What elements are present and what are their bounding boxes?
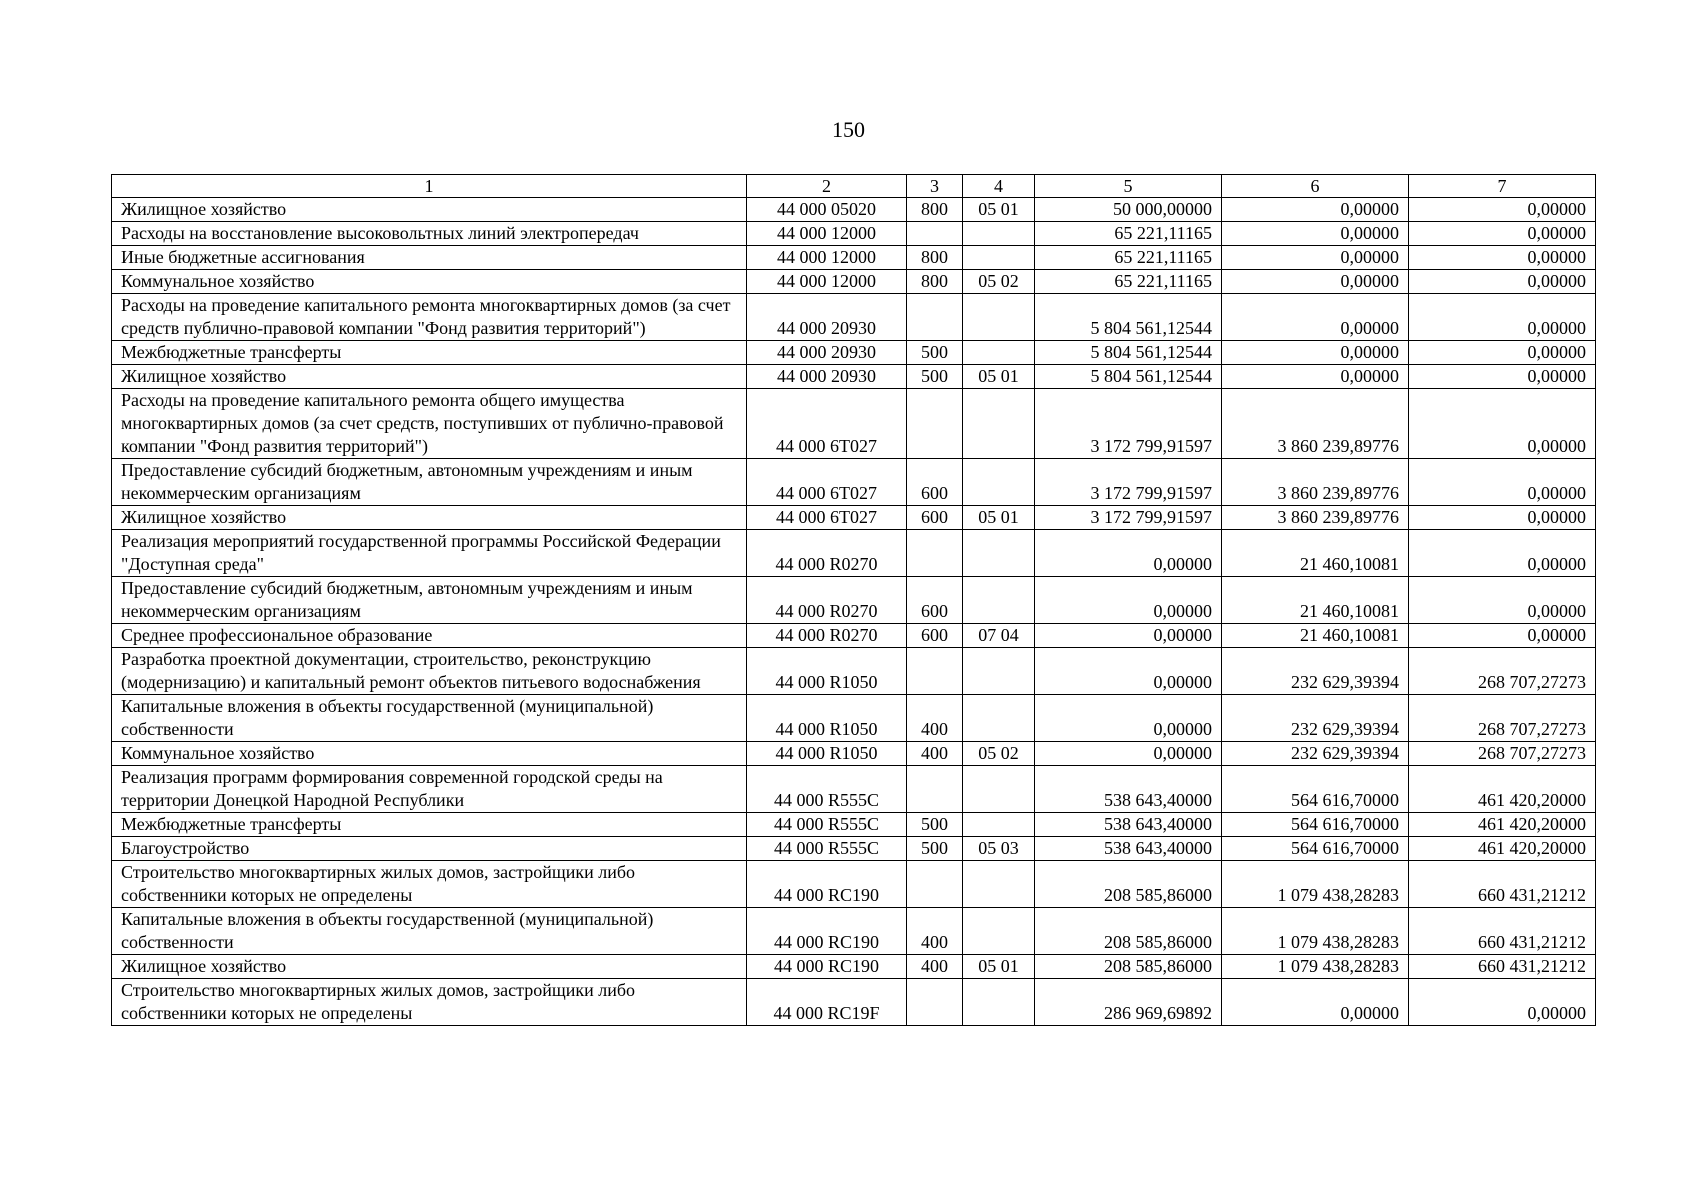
row-value-col5: 0,00000 [1035,695,1222,742]
row-section-cell: 05 02 [963,742,1035,766]
row-name-cell: Жилищное хозяйство [112,365,747,389]
row-value-col6: 1 079 438,28283 [1222,861,1409,908]
row-value-col7: 0,00000 [1409,294,1596,341]
row-value-col6: 232 629,39394 [1222,742,1409,766]
row-value-col6: 21 460,10081 [1222,530,1409,577]
table-row [112,955,1596,979]
row-value-col5: 208 585,86000 [1035,861,1222,908]
row-name-cell: Межбюджетные трансферты [112,341,747,365]
row-value-col7: 0,00000 [1409,198,1596,222]
row-type-cell [907,979,963,1026]
row-code-cell: 44 000 05020 [747,198,907,222]
row-value-col5: 3 172 799,91597 [1035,459,1222,506]
row-type-cell: 600 [907,506,963,530]
row-code-cell: 44 000 R0270 [747,577,907,624]
table-row [112,365,1596,389]
row-section-cell [963,246,1035,270]
row-value-col6: 3 860 239,89776 [1222,459,1409,506]
header-col-5: 5 [1035,175,1222,198]
row-value-col7: 0,00000 [1409,365,1596,389]
table-row [112,577,1596,624]
budget-table [111,174,1596,1026]
row-name-cell: Предоставление субсидий бюджетным, автономным учреждениям и иным некоммерческим организациям [112,577,747,624]
header-col-4: 4 [963,175,1035,198]
row-value-col5: 208 585,86000 [1035,955,1222,979]
row-value-col6: 564 616,70000 [1222,766,1409,813]
row-section-cell [963,979,1035,1026]
row-value-col7: 0,00000 [1409,979,1596,1026]
row-code-cell: 44 000 12000 [747,270,907,294]
row-value-col6: 0,00000 [1222,365,1409,389]
row-value-col5: 65 221,11165 [1035,270,1222,294]
table-row [112,341,1596,365]
row-value-col6: 564 616,70000 [1222,813,1409,837]
row-value-col7: 461 420,20000 [1409,766,1596,813]
row-value-col6: 0,00000 [1222,246,1409,270]
row-value-col5: 5 804 561,12544 [1035,294,1222,341]
row-value-col6: 21 460,10081 [1222,624,1409,648]
row-section-cell: 05 03 [963,837,1035,861]
row-value-col7: 268 707,27273 [1409,695,1596,742]
table-header [112,175,1596,198]
row-name-cell: Коммунальное хозяйство [112,270,747,294]
row-section-cell [963,766,1035,813]
row-value-col5: 0,00000 [1035,648,1222,695]
row-name-cell: Строительство многоквартирных жилых домов, застройщики либо собственники которых не определены [112,861,747,908]
row-type-cell: 600 [907,577,963,624]
row-name-cell: Расходы на проведение капитального ремонта общего имущества многоквартирных домов (за счет средств, поступивших от публично-правовой компании "Фонд развития территорий") [112,389,747,459]
row-value-col5: 286 969,69892 [1035,979,1222,1026]
table-row [112,813,1596,837]
table-row [112,246,1596,270]
row-value-col7: 0,00000 [1409,246,1596,270]
table-row [112,198,1596,222]
row-section-cell: 05 01 [963,506,1035,530]
row-section-cell [963,861,1035,908]
row-type-cell: 500 [907,813,963,837]
row-value-col7: 0,00000 [1409,222,1596,246]
row-value-col7: 0,00000 [1409,270,1596,294]
table-row [112,624,1596,648]
row-name-cell: Жилищное хозяйство [112,506,747,530]
row-code-cell: 44 000 R555C [747,837,907,861]
row-value-col5: 538 643,40000 [1035,766,1222,813]
row-name-cell: Капитальные вложения в объекты государственной (муниципальной) собственности [112,908,747,955]
row-code-cell: 44 000 20930 [747,341,907,365]
row-name-cell: Благоустройство [112,837,747,861]
row-section-cell [963,389,1035,459]
row-value-col7: 0,00000 [1409,530,1596,577]
row-value-col6: 0,00000 [1222,979,1409,1026]
row-code-cell: 44 000 20930 [747,365,907,389]
row-type-cell: 400 [907,955,963,979]
row-value-col7: 660 431,21212 [1409,908,1596,955]
table-row [112,506,1596,530]
row-value-col7: 0,00000 [1409,341,1596,365]
row-code-cell: 44 000 RC190 [747,908,907,955]
row-type-cell: 500 [907,837,963,861]
row-type-cell [907,861,963,908]
row-name-cell: Жилищное хозяйство [112,198,747,222]
row-type-cell: 800 [907,246,963,270]
row-section-cell: 05 02 [963,270,1035,294]
row-value-col5: 5 804 561,12544 [1035,341,1222,365]
row-value-col7: 461 420,20000 [1409,813,1596,837]
row-value-col5: 5 804 561,12544 [1035,365,1222,389]
row-section-cell [963,222,1035,246]
row-value-col7: 461 420,20000 [1409,837,1596,861]
row-section-cell [963,908,1035,955]
row-value-col5: 208 585,86000 [1035,908,1222,955]
row-value-col6: 564 616,70000 [1222,837,1409,861]
row-type-cell: 400 [907,695,963,742]
row-type-cell [907,222,963,246]
header-col-7: 7 [1409,175,1596,198]
row-value-col7: 0,00000 [1409,624,1596,648]
row-type-cell: 800 [907,270,963,294]
row-code-cell: 44 000 RC190 [747,955,907,979]
row-value-col5: 65 221,11165 [1035,222,1222,246]
row-section-cell [963,648,1035,695]
row-value-col6: 3 860 239,89776 [1222,506,1409,530]
row-code-cell: 44 000 R0270 [747,530,907,577]
row-name-cell: Среднее профессиональное образование [112,624,747,648]
row-code-cell: 44 000 6Т027 [747,389,907,459]
row-section-cell: 05 01 [963,955,1035,979]
row-name-cell: Расходы на проведение капитального ремонта многоквартирных домов (за счет средств публично-правовой компании "Фонд развития территорий") [112,294,747,341]
row-code-cell: 44 000 R1050 [747,648,907,695]
row-value-col6: 232 629,39394 [1222,695,1409,742]
table-row [112,861,1596,908]
row-name-cell: Разработка проектной документации, строительство, реконструкцию (модернизацию) и капитальный ремонт объектов питьевого водоснабжения [112,648,747,695]
row-value-col6: 1 079 438,28283 [1222,908,1409,955]
row-value-col5: 538 643,40000 [1035,837,1222,861]
row-section-cell: 05 01 [963,365,1035,389]
row-name-cell: Межбюджетные трансферты [112,813,747,837]
row-value-col6: 232 629,39394 [1222,648,1409,695]
row-value-col7: 0,00000 [1409,577,1596,624]
row-type-cell [907,648,963,695]
row-name-cell: Предоставление субсидий бюджетным, автономным учреждениям и иным некоммерческим организациям [112,459,747,506]
row-value-col5: 0,00000 [1035,624,1222,648]
row-code-cell: 44 000 R1050 [747,695,907,742]
page-number: 150 [832,117,865,142]
row-value-col5: 50 000,00000 [1035,198,1222,222]
row-name-cell: Строительство многоквартирных жилых домов, застройщики либо собственники которых не определены [112,979,747,1026]
row-code-cell: 44 000 12000 [747,246,907,270]
table-row [112,979,1596,1026]
row-type-cell: 500 [907,341,963,365]
row-section-cell [963,459,1035,506]
row-value-col5: 0,00000 [1035,742,1222,766]
row-value-col7: 660 431,21212 [1409,861,1596,908]
row-code-cell: 44 000 12000 [747,222,907,246]
row-section-cell [963,341,1035,365]
row-type-cell: 400 [907,742,963,766]
table-row [112,270,1596,294]
row-value-col6: 0,00000 [1222,341,1409,365]
table-row [112,389,1596,459]
table-row [112,459,1596,506]
row-value-col7: 0,00000 [1409,506,1596,530]
row-type-cell: 600 [907,624,963,648]
header-col-1: 1 [112,175,747,198]
row-code-cell: 44 000 6Т027 [747,459,907,506]
row-value-col5: 3 172 799,91597 [1035,506,1222,530]
row-type-cell: 500 [907,365,963,389]
row-section-cell [963,813,1035,837]
header-col-6: 6 [1222,175,1409,198]
row-type-cell: 800 [907,198,963,222]
row-type-cell: 400 [907,908,963,955]
row-name-cell: Коммунальное хозяйство [112,742,747,766]
row-name-cell: Реализация мероприятий государственной программы Российской Федерации "Доступная среда" [112,530,747,577]
row-code-cell: 44 000 6Т027 [747,506,907,530]
header-col-2: 2 [747,175,907,198]
row-type-cell [907,294,963,341]
row-value-col7: 268 707,27273 [1409,648,1596,695]
table-row [112,766,1596,813]
table-body [112,198,1596,1026]
row-section-cell: 05 01 [963,198,1035,222]
row-code-cell: 44 000 RC19F [747,979,907,1026]
row-value-col7: 660 431,21212 [1409,955,1596,979]
row-value-col6: 21 460,10081 [1222,577,1409,624]
row-name-cell: Реализация программ формирования современной городской среды на территории Донецкой Народной Республики [112,766,747,813]
row-value-col7: 0,00000 [1409,389,1596,459]
row-code-cell: 44 000 R1050 [747,742,907,766]
table-row [112,294,1596,341]
row-value-col5: 3 172 799,91597 [1035,389,1222,459]
row-value-col7: 0,00000 [1409,459,1596,506]
row-code-cell: 44 000 R555C [747,813,907,837]
row-value-col6: 0,00000 [1222,270,1409,294]
row-type-cell [907,766,963,813]
row-type-cell [907,389,963,459]
row-value-col5: 0,00000 [1035,577,1222,624]
row-section-cell [963,294,1035,341]
row-value-col6: 0,00000 [1222,198,1409,222]
row-value-col6: 0,00000 [1222,222,1409,246]
row-value-col6: 3 860 239,89776 [1222,389,1409,459]
row-section-cell: 07 04 [963,624,1035,648]
row-section-cell [963,695,1035,742]
row-value-col5: 538 643,40000 [1035,813,1222,837]
row-section-cell [963,577,1035,624]
row-section-cell [963,530,1035,577]
row-value-col5: 65 221,11165 [1035,246,1222,270]
row-type-cell: 600 [907,459,963,506]
header-row [112,175,1596,198]
table-row [112,222,1596,246]
row-value-col6: 0,00000 [1222,294,1409,341]
row-name-cell: Иные бюджетные ассигнования [112,246,747,270]
row-value-col7: 268 707,27273 [1409,742,1596,766]
table-row [112,530,1596,577]
table-row [112,908,1596,955]
row-name-cell: Расходы на восстановление высоковольтных линий электропередач [112,222,747,246]
row-code-cell: 44 000 R555C [747,766,907,813]
row-type-cell [907,530,963,577]
row-code-cell: 44 000 R0270 [747,624,907,648]
row-name-cell: Капитальные вложения в объекты государственной (муниципальной) собственности [112,695,747,742]
table-row [112,648,1596,695]
table-row [112,837,1596,861]
table-row [112,742,1596,766]
header-col-3: 3 [907,175,963,198]
table-row [112,695,1596,742]
row-code-cell: 44 000 20930 [747,294,907,341]
row-code-cell: 44 000 RC190 [747,861,907,908]
row-name-cell: Жилищное хозяйство [112,955,747,979]
row-value-col5: 0,00000 [1035,530,1222,577]
row-value-col6: 1 079 438,28283 [1222,955,1409,979]
